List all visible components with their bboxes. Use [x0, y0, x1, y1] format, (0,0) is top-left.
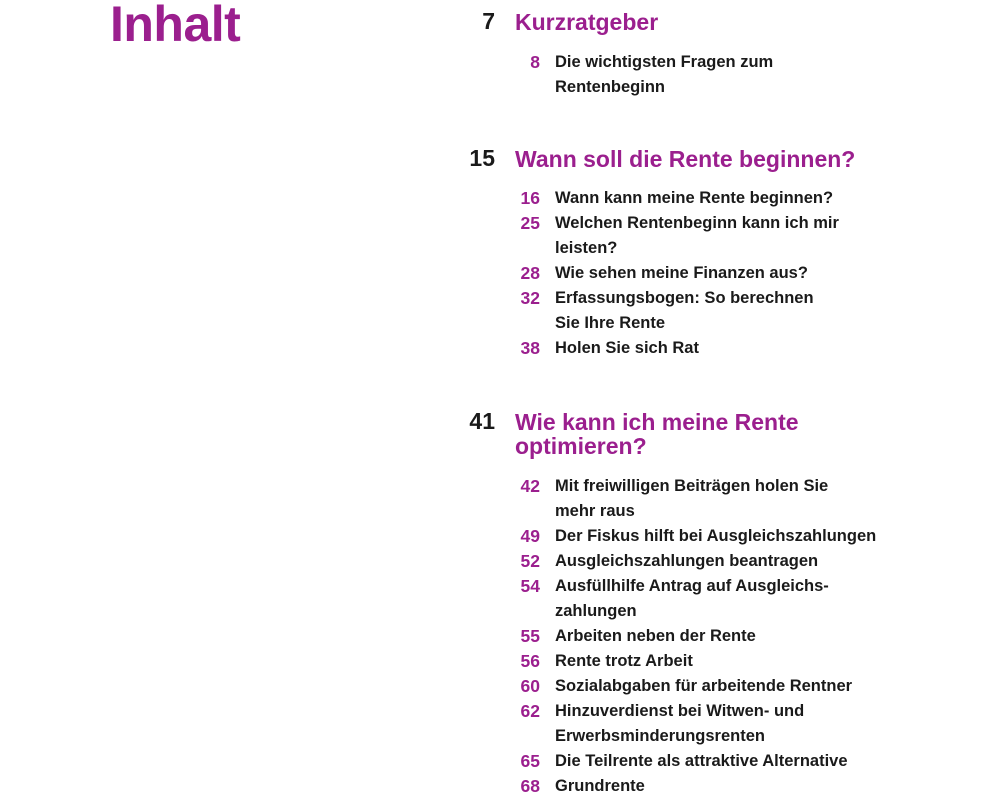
toc-chapter-optimieren: [440, 408, 960, 799]
entry-page-number: 54: [520, 576, 540, 596]
toc-entry[interactable]: [440, 749, 960, 774]
entry-page-number: 38: [520, 338, 540, 358]
toc-chapter-kurzratgeber: [440, 8, 960, 100]
chapter-title-line: optimieren?: [515, 433, 647, 459]
chapter-page-number: 41: [469, 408, 495, 434]
entry-title-line: Erwerbsminderungsrenten: [555, 727, 765, 745]
chapter-entry-list: [440, 474, 960, 799]
toc-entry[interactable]: [440, 624, 960, 649]
toc-entry[interactable]: [440, 336, 960, 361]
entry-page-number: 28: [520, 263, 540, 283]
toc-entry[interactable]: [440, 699, 960, 749]
entry-page-number: 16: [520, 188, 540, 208]
entry-title-line: Mit freiwilligen Beiträgen holen Sie: [555, 477, 829, 495]
entry-title-line: Grundrente: [555, 777, 645, 795]
entry-title-line: Sie Ihre Rente: [555, 314, 666, 332]
toc-entry[interactable]: [440, 649, 960, 674]
entry-page-number: 62: [520, 701, 540, 721]
entry-page-number: 55: [520, 626, 540, 646]
toc-entry[interactable]: [440, 50, 960, 100]
entry-page-number: 32: [520, 288, 540, 308]
toc-entry[interactable]: [440, 524, 960, 549]
entry-title-line: Ausgleichszahlungen beantragen: [555, 552, 819, 570]
chapter-heading[interactable]: [440, 145, 960, 171]
chapter-title: Wann soll die Rente beginnen?: [515, 146, 856, 172]
toc-chapter-rentenbeginn: [440, 145, 960, 361]
entry-page-number: 8: [530, 52, 540, 72]
entry-title-line: Erfassungsbogen: So berechnen: [555, 289, 814, 307]
entry-title-line: Hinzuverdienst bei Witwen- und: [555, 702, 805, 720]
entry-page-number: 49: [520, 526, 540, 546]
entry-title-line: Rentenbeginn: [555, 78, 665, 96]
entry-title-line: Welchen Rentenbeginn kann ich mir: [555, 214, 839, 232]
toc-entry[interactable]: [440, 286, 960, 336]
toc-entry[interactable]: [440, 549, 960, 574]
entry-page-number: 52: [520, 551, 540, 571]
entry-title-line: Holen Sie sich Rat: [555, 339, 699, 357]
toc-entry[interactable]: [440, 211, 960, 261]
chapter-title-line: Wie kann ich meine Rente: [515, 409, 799, 435]
entry-title-line: Ausfüllhilfe Antrag auf Ausgleichs-: [555, 577, 829, 595]
entry-title-line: Rente trotz Arbeit: [555, 652, 693, 670]
entry-page-number: 60: [520, 676, 540, 696]
chapter-entry-list: [440, 186, 960, 361]
entry-title-line: Die wichtigsten Fragen zum: [555, 53, 774, 71]
entry-page-number: 68: [520, 776, 540, 796]
chapter-entry-list: [440, 50, 960, 100]
chapter-title: Kurzratgeber: [515, 9, 659, 35]
chapter-page-number: 7: [482, 8, 495, 34]
entry-title-line: mehr raus: [555, 502, 635, 520]
entry-title-line: Wie sehen meine Finanzen aus?: [555, 264, 808, 282]
toc-entry[interactable]: [440, 261, 960, 286]
entry-title-line: Die Teilrente als attraktive Alternative: [555, 752, 848, 770]
toc-entry[interactable]: [440, 674, 960, 699]
entry-page-number: 56: [520, 651, 540, 671]
entry-title-line: Arbeiten neben der Rente: [555, 627, 756, 645]
entry-page-number: 42: [520, 476, 540, 496]
chapter-heading[interactable]: [440, 408, 960, 458]
entry-page-number: 25: [520, 213, 540, 233]
entry-title-line: Sozialabgaben für arbeitende Rentner: [555, 677, 853, 695]
chapter-page-number: 15: [469, 145, 495, 171]
entry-title-line: leisten?: [555, 239, 618, 257]
entry-title-line: Der Fiskus hilft bei Ausgleichszahlungen: [555, 527, 877, 545]
toc-entry[interactable]: [440, 186, 960, 211]
toc-entry[interactable]: [440, 774, 960, 799]
chapter-heading[interactable]: [440, 8, 960, 34]
toc-entry[interactable]: [440, 574, 960, 624]
page-title: Inhalt: [110, 0, 241, 52]
entry-page-number: 65: [520, 751, 540, 771]
toc-entry[interactable]: [440, 474, 960, 524]
entry-title-line: zahlungen: [555, 602, 637, 620]
entry-title-line: Wann kann meine Rente beginnen?: [555, 189, 834, 207]
